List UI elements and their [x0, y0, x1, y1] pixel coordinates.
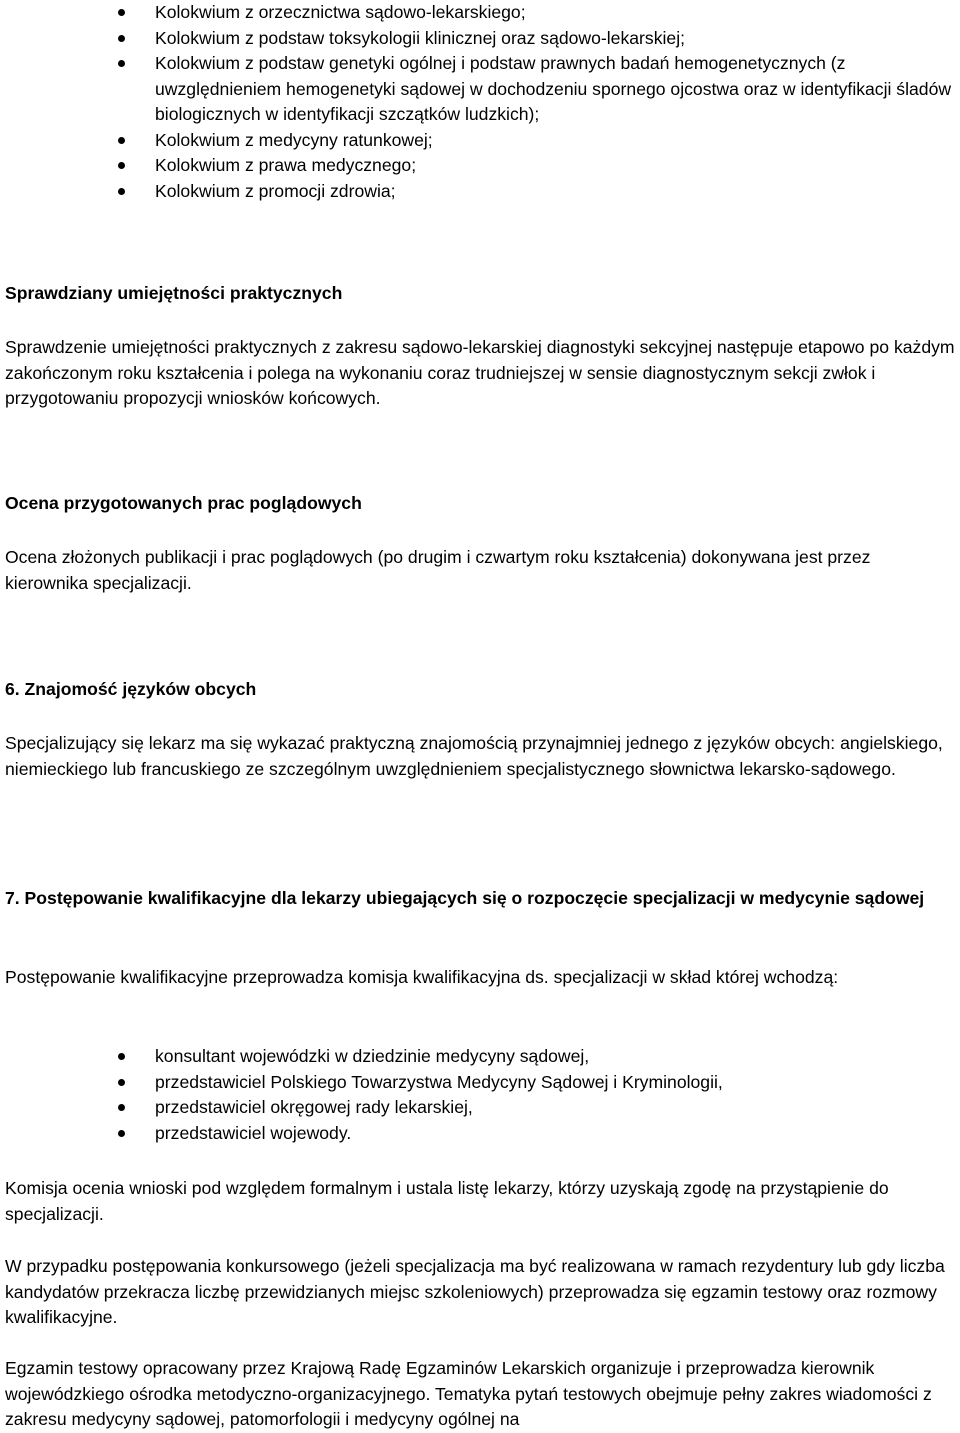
practical-skills-paragraph: Sprawdzenie umiejętności praktycznych z zakresu sądowo-lekarskiej diagnostyki sekcyjnej następuje etapowo po każdym zakończonym roku kształcenia i polega na wykonaniu coraz trudniejszej w sensie diagnostycznym sekcji zwłok i przygotowaniu propozycji wniosków końcowych.	[5, 337, 955, 408]
competition-procedure-paragraph: W przypadku postępowania konkursowego (jeżeli specjalizacja ma być realizowana w ramach rezydentury lub gdy liczba kandydatów przekracza liczbę przewidzianych miejsc szkoleniowych) przeprowadza się egzamin testowy oraz rozmowy kwalifikacyjne.	[5, 1256, 945, 1327]
list-item: Kolokwium z promocji zdrowia;	[5, 179, 955, 205]
list-item: przedstawiciel okręgowej rady lekarskiej,	[5, 1095, 955, 1121]
colloquium-list	[5, 0, 955, 204]
test-exam-paragraph: Egzamin testowy opracowany przez Krajową Radę Egzaminów Lekarskich organizuje i przeprowadza kierownik wojewódzkiego ośrodka metodyczno-organizacyjnego. Tematyka pytań testowych obejmuje pełny zakres wiadomości z zakresu medycyny sądowej, patomorfologii i medycyny ogólnej na	[5, 1358, 932, 1429]
qualification-heading: 7. Postępowanie kwalifikacyjne dla lekarzy ubiegających się o rozpoczęcie specjalizacji w medycynie sądowej	[5, 888, 925, 908]
list-item: Kolokwium z podstaw genetyki ogólnej i podstaw prawnych badań hemogenetycznych (z uwzględnieniem hemogenetyki sądowej w dochodzeniu spornego ojcostwa oraz w identyfikacji śladów biologicznych w identyfikacji szczątków ludzkich);	[5, 51, 955, 128]
colloquium-list-block	[5, 0, 955, 204]
languages-heading: 6. Znajomość języków obcych	[5, 679, 257, 699]
practical-skills-heading: Sprawdziany umiejętności praktycznych	[5, 283, 343, 303]
list-item: Kolokwium z prawa medycznego;	[5, 153, 955, 179]
qualification-intro-paragraph: Postępowanie kwalifikacyjne przeprowadza komisja kwalifikacyjna ds. specjalizacji w skład której wchodzą:	[5, 967, 839, 987]
list-item: Kolokwium z orzecznictwa sądowo-lekarskiego;	[5, 0, 955, 26]
list-item: Kolokwium z podstaw toksykologii klinicznej oraz sądowo-lekarskiej;	[5, 26, 955, 52]
languages-paragraph: Specjalizujący się lekarz ma się wykazać praktyczną znajomością przynajmniej jednego z języków obcych: angielskiego, niemieckiego lub francuskiego ze szczególnym uwzględnieniem specjalistycznego słownictwa lekarsko-sądowego.	[5, 733, 943, 779]
review-papers-heading: Ocena przygotowanych prac poglądowych	[5, 493, 362, 513]
commission-members-block	[5, 1044, 955, 1146]
list-item: przedstawiciel Polskiego Towarzystwa Medycyny Sądowej i Kryminologii,	[5, 1070, 955, 1096]
commission-members-list	[5, 1044, 955, 1146]
list-item: przedstawiciel wojewody.	[5, 1121, 955, 1147]
list-item: Kolokwium z medycyny ratunkowej;	[5, 128, 955, 154]
review-papers-paragraph: Ocena złożonych publikacji i prac poglądowych (po drugim i czwartym roku kształcenia) dokonywana jest przez kierownika specjalizacji.	[5, 547, 871, 593]
list-item: konsultant wojewódzki w dziedzinie medycyny sądowej,	[5, 1044, 955, 1070]
commission-evaluation-paragraph: Komisja ocenia wnioski pod względem formalnym i ustala listę lekarzy, którzy uzyskają zgodę na przystąpienie do specjalizacji.	[5, 1178, 889, 1224]
